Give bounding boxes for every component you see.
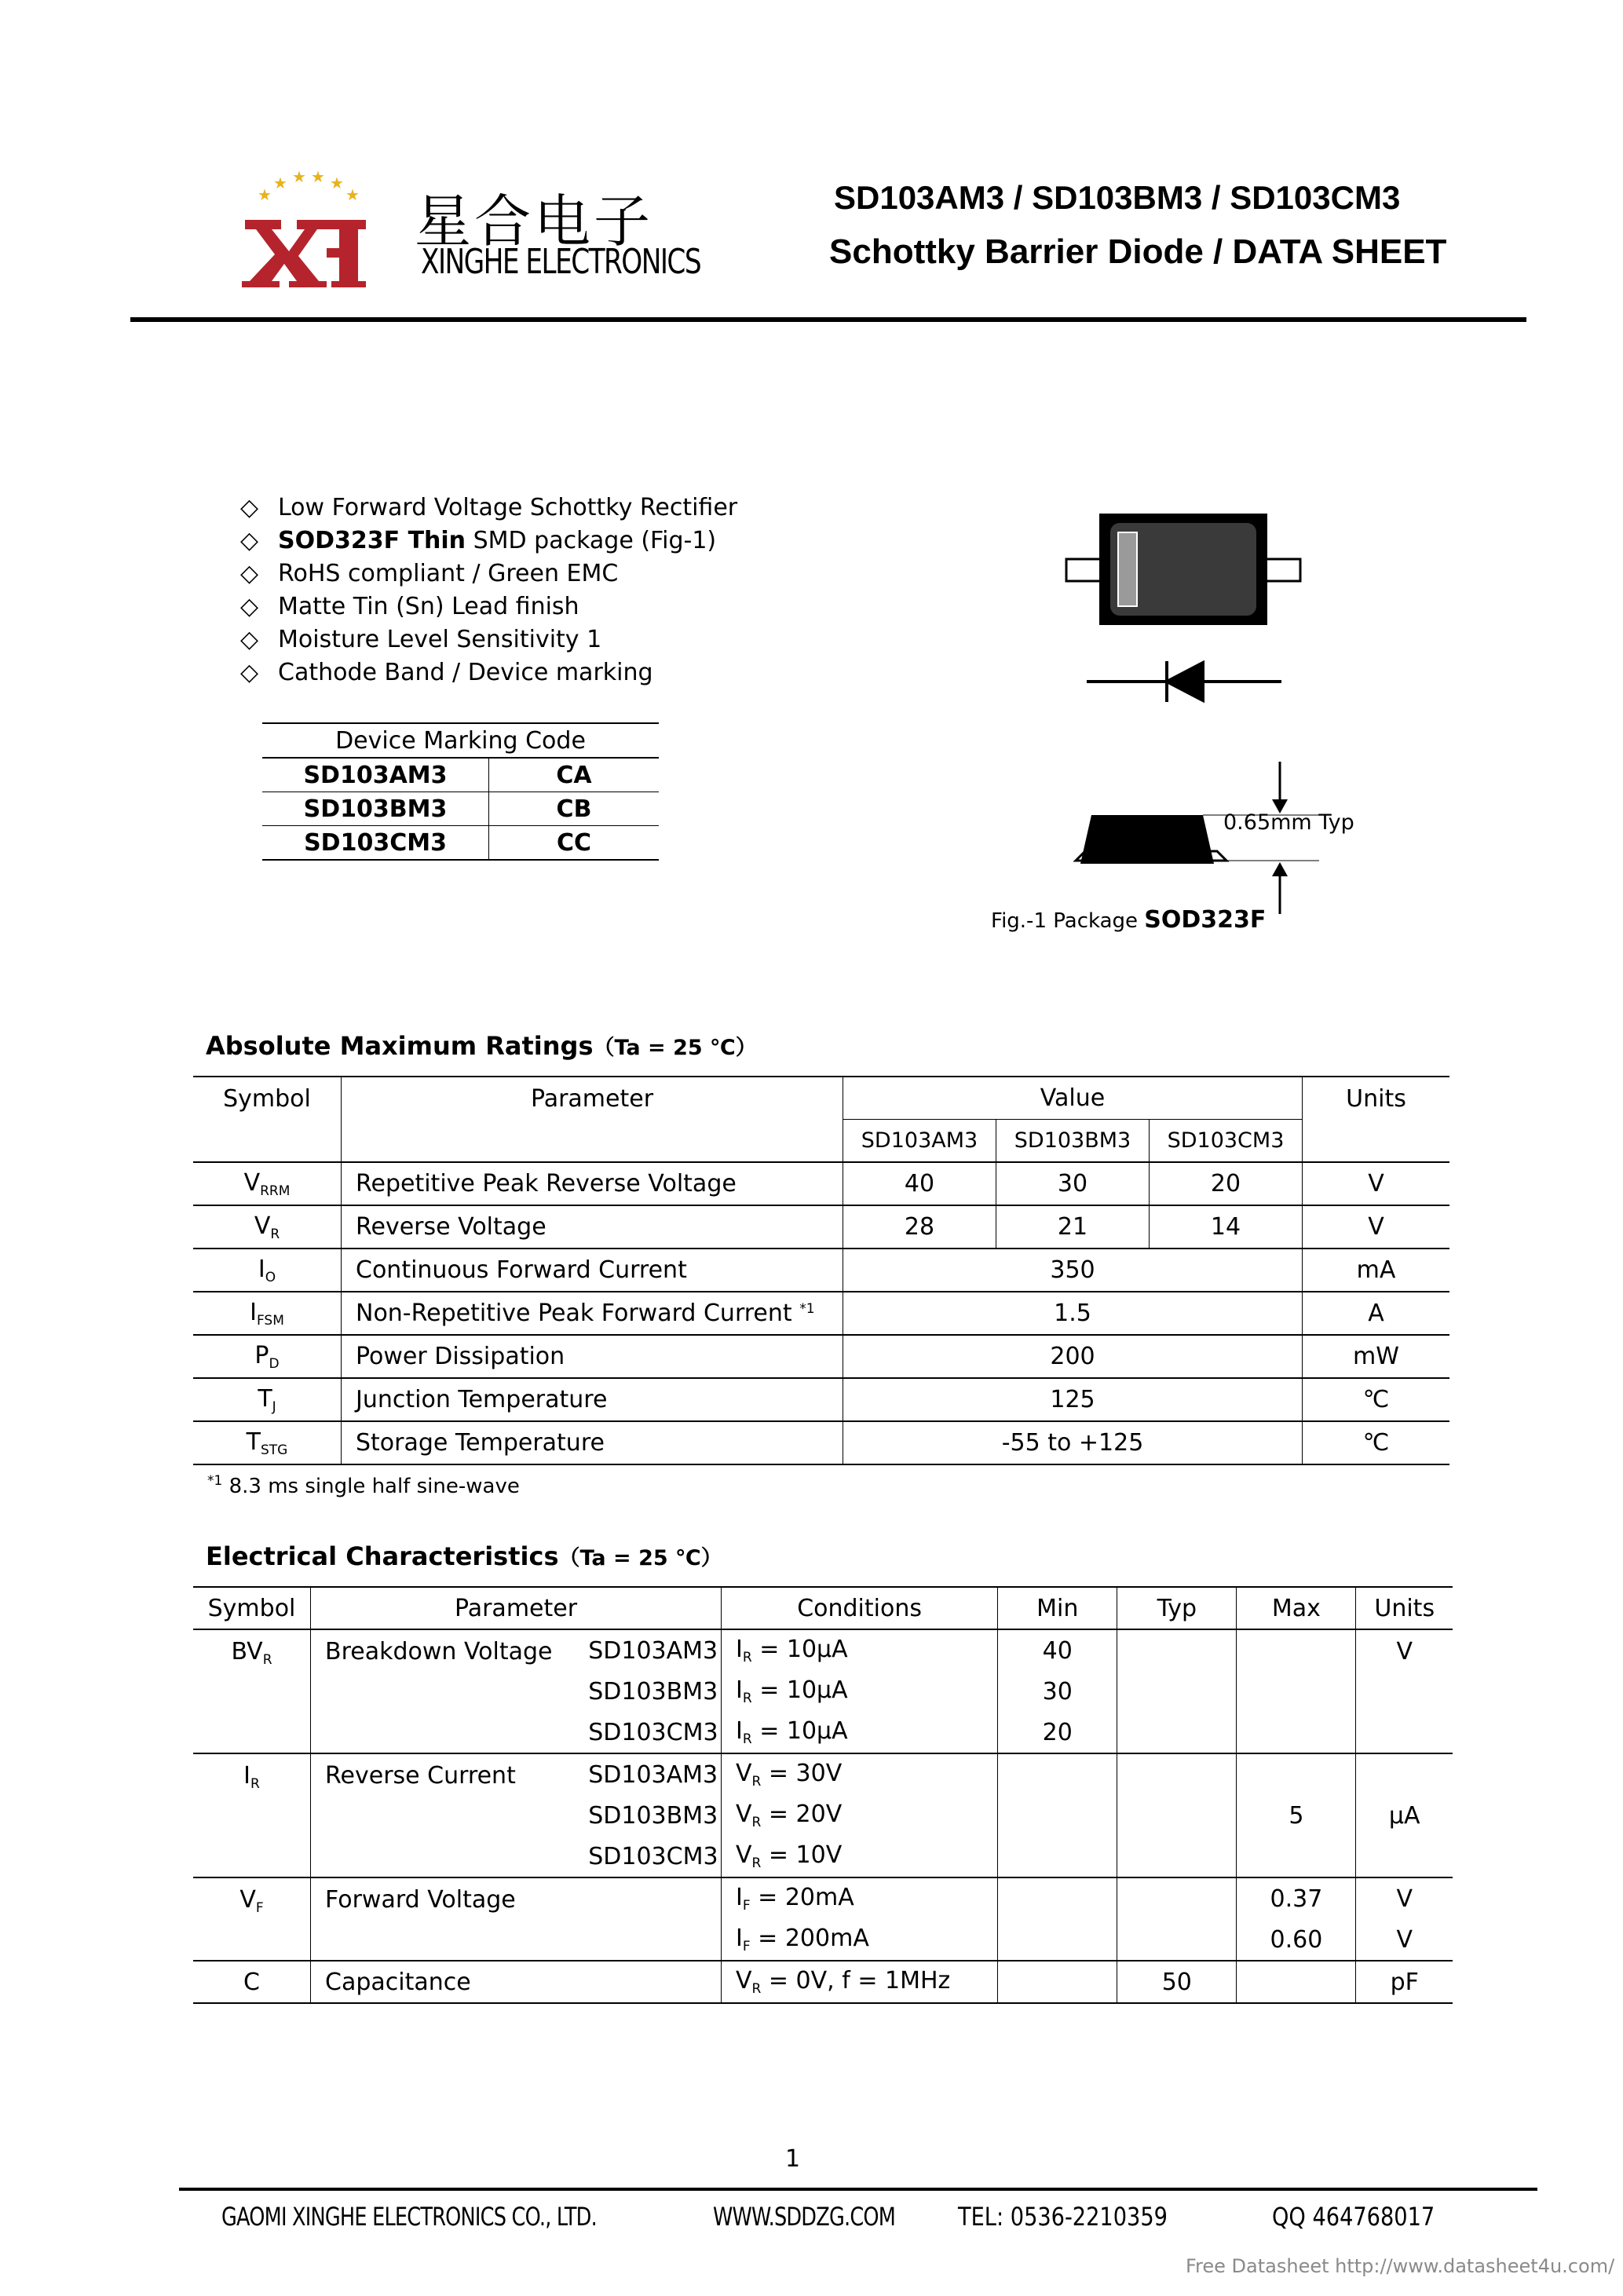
row-unit: V bbox=[1368, 1170, 1384, 1197]
row-condition: $I_F = 20mA$ bbox=[722, 1877, 998, 1919]
page-number: 1 bbox=[785, 2145, 801, 2173]
table-row bbox=[193, 1378, 1449, 1421]
feature-item: ◇ RoHS compliant / Green EMC bbox=[240, 558, 737, 590]
row-condition: $V_R = 20V$ bbox=[722, 1795, 998, 1836]
row-unit: V bbox=[1356, 1629, 1453, 1753]
row-symbol: $I_O$ bbox=[193, 1249, 342, 1292]
ec-title: Electrical Characteristics（Ta = 25 ℃） bbox=[206, 1541, 722, 1571]
row-symbol: $T_{STG}$ bbox=[193, 1421, 342, 1464]
row-parameter: Repetitive Peak Reverse Voltage bbox=[342, 1162, 843, 1205]
package-side-view bbox=[1076, 762, 1319, 914]
subheader-device: SD103BM3 bbox=[996, 1120, 1150, 1163]
row-unit: ℃ bbox=[1362, 1386, 1390, 1413]
row-typ: 50 bbox=[1117, 1961, 1237, 2003]
row-parameter: Reverse Current bbox=[311, 1753, 589, 1877]
package-figure bbox=[1021, 495, 1382, 934]
marking-device: SD103CM3 bbox=[262, 826, 489, 861]
row-parameter: Capacitance bbox=[311, 1961, 722, 2003]
feature-item: ◇ Moisture Level Sensitivity 1 bbox=[240, 623, 737, 656]
watermark-link[interactable]: Free Datasheet http://www.datasheet4u.com/ bbox=[1186, 2255, 1615, 2277]
table-row bbox=[193, 1961, 1453, 2003]
col-header-parameter: Parameter bbox=[342, 1077, 843, 1162]
row-device: SD103AM3 bbox=[588, 1753, 721, 1795]
logo-mark bbox=[242, 220, 366, 287]
table-row bbox=[193, 1249, 1449, 1292]
row-unit: μA bbox=[1356, 1753, 1453, 1877]
electrical-characteristics-table bbox=[193, 1586, 1453, 2004]
col-header-value: Value bbox=[843, 1077, 1303, 1120]
row-parameter: Non-Repetitive Peak Forward Current $^{*1}$ bbox=[342, 1292, 843, 1335]
col-header-max: Max bbox=[1237, 1587, 1356, 1629]
row-symbol: $V_R$ bbox=[193, 1205, 342, 1249]
part-number-title: SD103AM3 / SD103BM3 / SD103CM3 bbox=[834, 179, 1401, 216]
svg-text:★: ★ bbox=[273, 174, 287, 192]
row-device: SD103CM3 bbox=[588, 1836, 721, 1877]
table-row bbox=[193, 1629, 1453, 1671]
row-device: SD103AM3 bbox=[588, 1629, 721, 1671]
package-top-view bbox=[1066, 514, 1300, 625]
row-symbol: $I_R$ bbox=[193, 1753, 311, 1877]
table-row bbox=[193, 1292, 1449, 1335]
row-value: -55 to +125 bbox=[843, 1421, 1303, 1464]
row-symbol: $V_{RRM}$ bbox=[193, 1162, 342, 1205]
row-unit: mA bbox=[1356, 1256, 1396, 1284]
row-parameter: Reverse Voltage bbox=[342, 1205, 843, 1249]
col-header-parameter: Parameter bbox=[311, 1587, 722, 1629]
datasheet-subtitle: Schottky Barrier Diode / DATA SHEET bbox=[829, 232, 1447, 271]
footer-qq: QQ 464768017 bbox=[1272, 2202, 1435, 2232]
row-unit: ℃ bbox=[1362, 1429, 1390, 1457]
row-condition: $I_R = 10\mu A$ bbox=[722, 1629, 998, 1671]
col-header-units: Units bbox=[1346, 1085, 1406, 1113]
table-row bbox=[193, 1162, 1449, 1205]
feature-list bbox=[240, 492, 737, 689]
row-unit: pF bbox=[1390, 1968, 1419, 1996]
row-condition: $V_R = 10V$ bbox=[722, 1836, 998, 1877]
feature-bullet: ◇ bbox=[240, 494, 259, 521]
diode-symbol-icon bbox=[1087, 661, 1281, 702]
footer-rule bbox=[179, 2188, 1537, 2191]
col-header-symbol: Symbol bbox=[193, 1077, 342, 1162]
marking-code: CC bbox=[556, 828, 592, 857]
marking-device: SD103BM3 bbox=[262, 792, 489, 826]
table-row bbox=[193, 1877, 1453, 1919]
svg-text:★: ★ bbox=[330, 174, 344, 192]
table-row bbox=[193, 1205, 1449, 1249]
row-condition: $I_F = 200mA$ bbox=[722, 1919, 998, 1961]
row-unit: V bbox=[1396, 1885, 1413, 1913]
row-value: 1.5 bbox=[843, 1292, 1303, 1335]
feature-bullet: ◇ bbox=[240, 659, 259, 686]
row-condition: $I_R = 10\mu A$ bbox=[722, 1671, 998, 1712]
col-header-min: Min bbox=[998, 1587, 1117, 1629]
row-unit: V bbox=[1396, 1925, 1413, 1954]
marking-code: CB bbox=[556, 795, 592, 823]
company-name-cn: 星合电子 bbox=[415, 188, 654, 254]
device-marking-table bbox=[262, 722, 659, 861]
amr-title: Absolute Maximum Ratings（Ta = 25 ℃） bbox=[206, 1031, 757, 1061]
row-value: 21 bbox=[996, 1205, 1150, 1249]
feature-item: ◇ Low Forward Voltage Schottky Rectifier bbox=[240, 492, 737, 525]
footer-company: GAOMI XINGHE ELECTRONICS CO., LTD. bbox=[221, 2202, 597, 2232]
row-parameter: Forward Voltage bbox=[311, 1877, 722, 1961]
row-condition: $I_R = 10\mu A$ bbox=[722, 1712, 998, 1753]
row-value: 20 bbox=[1150, 1162, 1303, 1205]
amr-footnote: $^{*1}$ 8.3 ms single half sine-wave bbox=[207, 1473, 520, 1498]
row-value: 350 bbox=[843, 1249, 1303, 1292]
row-unit: A bbox=[1368, 1300, 1384, 1327]
row-condition: $V_R = 0V$, f = 1MHz bbox=[722, 1961, 998, 2003]
col-header-conditions: Conditions bbox=[722, 1587, 998, 1629]
figure-caption: Fig.-1 Package SOD323F bbox=[991, 906, 1267, 934]
marking-device: SD103AM3 bbox=[262, 758, 489, 792]
row-value: 200 bbox=[843, 1335, 1303, 1378]
row-symbol: $BV_R$ bbox=[193, 1629, 311, 1753]
feature-item: ◇ Matte Tin (Sn) Lead finish bbox=[240, 590, 737, 623]
row-value: 125 bbox=[843, 1378, 1303, 1421]
feature-item: ◇ SOD323F Thin SMD package (Fig-1) bbox=[240, 525, 737, 558]
row-symbol: $T_J$ bbox=[193, 1378, 342, 1421]
footer-website: WWW.SDDZG.COM bbox=[713, 2202, 896, 2232]
row-value: 28 bbox=[843, 1205, 996, 1249]
row-value: 30 bbox=[996, 1162, 1150, 1205]
row-device: SD103BM3 bbox=[588, 1671, 721, 1712]
row-parameter: Breakdown Voltage bbox=[311, 1629, 589, 1753]
col-header-symbol: Symbol bbox=[193, 1587, 311, 1629]
svg-text:★: ★ bbox=[292, 167, 306, 186]
row-symbol: $V_F$ bbox=[193, 1877, 311, 1961]
logo-stars bbox=[258, 167, 360, 204]
row-max: 0.37 bbox=[1237, 1877, 1356, 1919]
table-row bbox=[193, 1421, 1449, 1464]
row-symbol: $P_D$ bbox=[193, 1335, 342, 1378]
row-max: 0.60 bbox=[1237, 1919, 1356, 1961]
table-row bbox=[193, 1753, 1453, 1795]
marking-table-title: Device Marking Code bbox=[335, 726, 586, 755]
company-logo bbox=[234, 165, 375, 291]
subheader-device: SD103AM3 bbox=[843, 1120, 996, 1163]
row-value: 14 bbox=[1150, 1205, 1303, 1249]
feature-bullet: ◇ bbox=[240, 527, 259, 554]
svg-text:★: ★ bbox=[258, 185, 272, 204]
row-parameter: Storage Temperature bbox=[342, 1421, 843, 1464]
row-min: 40 bbox=[998, 1629, 1117, 1671]
row-device: SD103BM3 bbox=[588, 1795, 721, 1836]
svg-text:★: ★ bbox=[345, 185, 360, 204]
row-min: 20 bbox=[998, 1712, 1117, 1753]
feature-bullet: ◇ bbox=[240, 560, 259, 587]
row-unit: V bbox=[1368, 1213, 1384, 1241]
col-header-units: Units bbox=[1374, 1594, 1435, 1622]
marking-code: CA bbox=[556, 761, 592, 789]
col-header-typ: Typ bbox=[1117, 1587, 1237, 1629]
row-condition: $V_R = 30V$ bbox=[722, 1753, 998, 1795]
subheader-device: SD103CM3 bbox=[1150, 1120, 1303, 1163]
company-name-en: XINGHE ELECTRONICS bbox=[421, 242, 701, 282]
row-min: 30 bbox=[998, 1671, 1117, 1712]
feature-bullet: ◇ bbox=[240, 593, 259, 620]
footer-telephone: TEL: 0536-2210359 bbox=[958, 2202, 1168, 2232]
row-parameter: Power Dissipation bbox=[342, 1335, 843, 1378]
header-rule bbox=[130, 317, 1526, 322]
table-row bbox=[193, 1335, 1449, 1378]
dimension-label: 0.65mm Typ bbox=[1223, 810, 1354, 835]
row-max: 5 bbox=[1237, 1753, 1356, 1877]
absolute-max-ratings-table bbox=[193, 1076, 1449, 1465]
row-parameter: Junction Temperature bbox=[342, 1378, 843, 1421]
row-symbol: C bbox=[193, 1961, 311, 2003]
row-device: SD103CM3 bbox=[588, 1712, 721, 1753]
svg-text:★: ★ bbox=[311, 167, 325, 186]
row-unit: mW bbox=[1353, 1343, 1399, 1370]
feature-bullet: ◇ bbox=[240, 626, 259, 653]
feature-item: ◇ Cathode Band / Device marking bbox=[240, 656, 737, 689]
row-symbol: $I_{FSM}$ bbox=[193, 1292, 342, 1335]
row-value: 40 bbox=[843, 1162, 996, 1205]
row-parameter: Continuous Forward Current bbox=[342, 1249, 843, 1292]
